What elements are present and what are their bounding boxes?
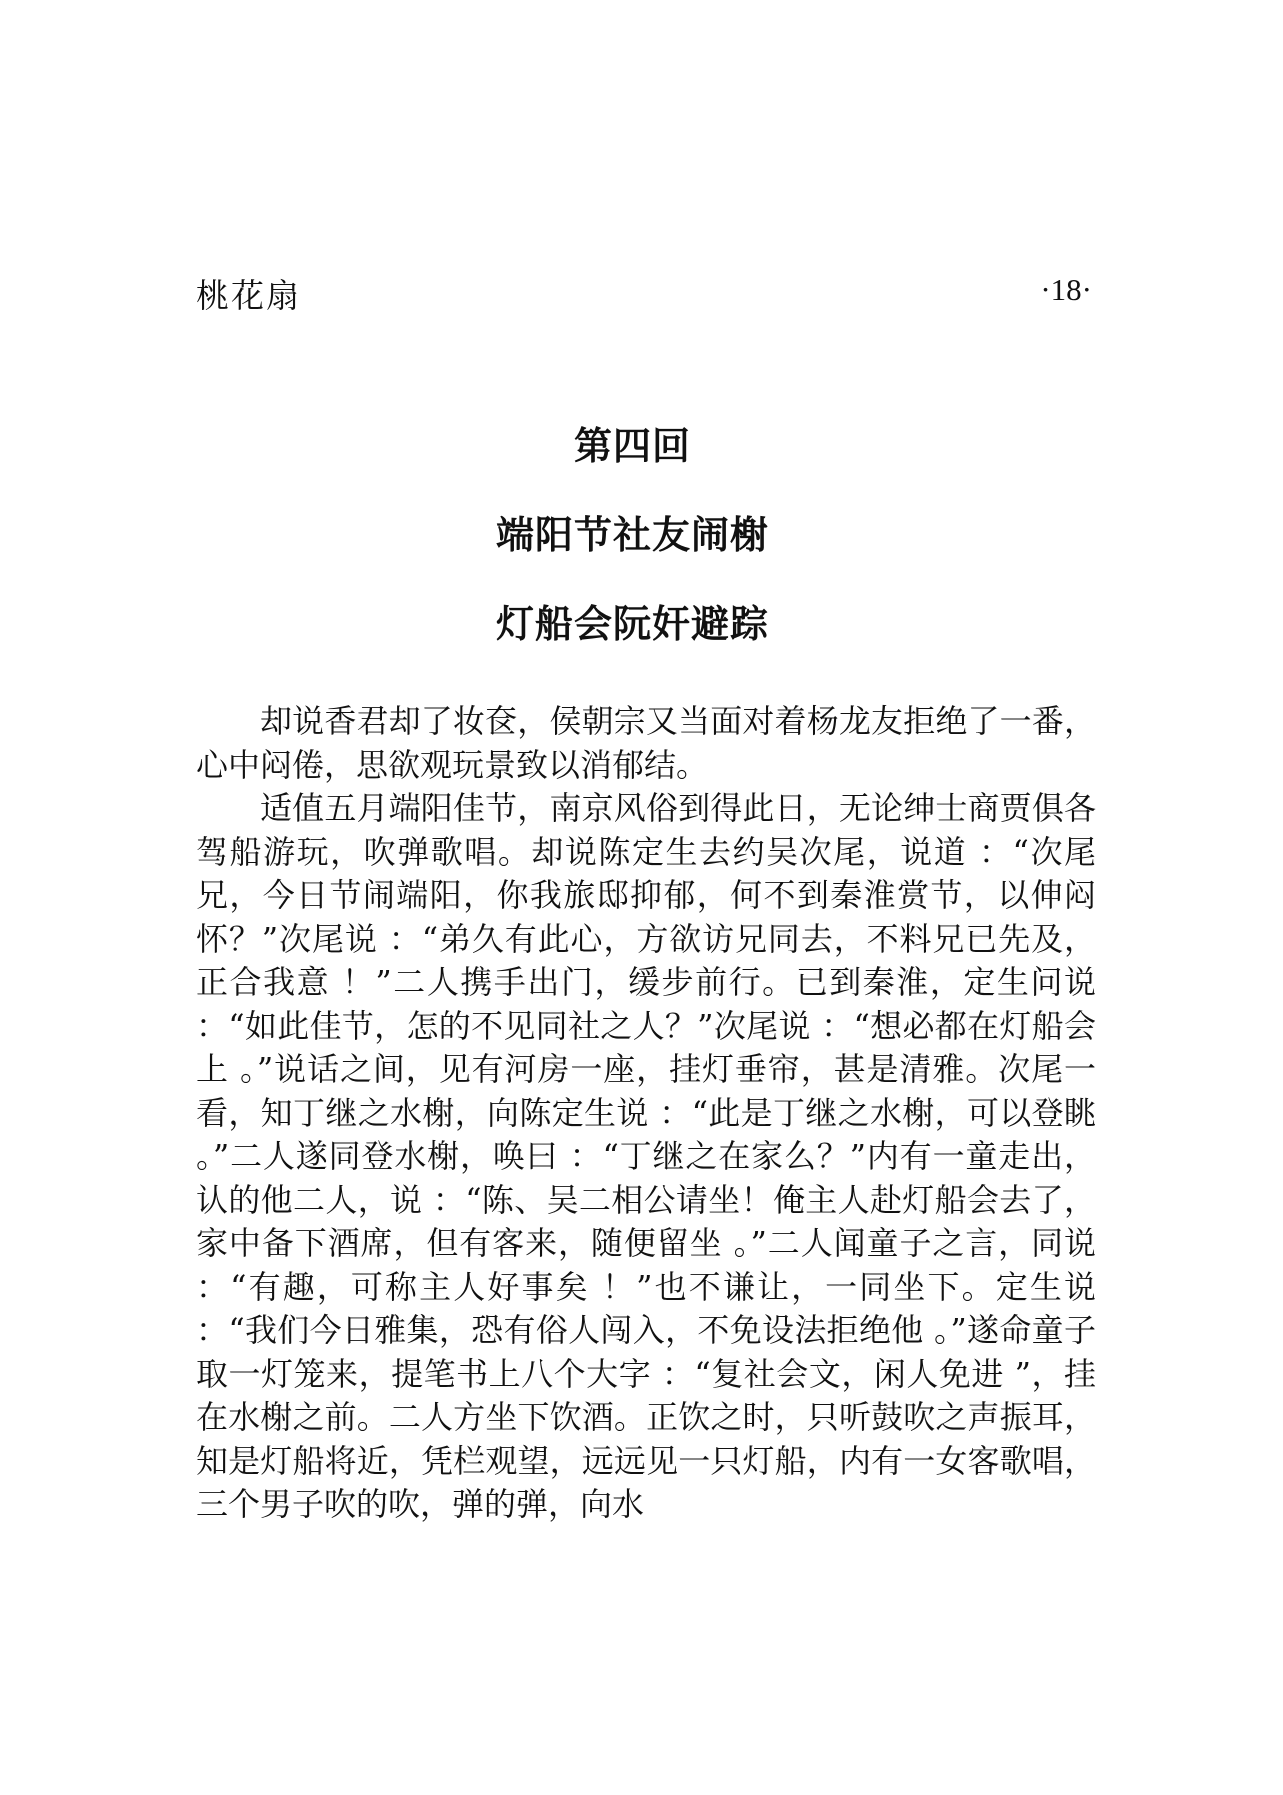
chapter-title-line-2: 灯船会阮奸避踪 xyxy=(495,602,769,646)
book-title: 桃花扇 xyxy=(196,276,301,315)
page-number: ·18· xyxy=(1040,272,1092,307)
chapter-title-line-1: 端阳节社友闹榭 xyxy=(495,513,769,557)
paragraph-1: 却说香君却了妆奁，侯朝宗又当面对着杨龙友拒绝了一番，心中闷倦，思欲观玩景致以消郁结。 xyxy=(196,702,1096,784)
paragraph-2: 适值五月端阳佳节，南京风俗到得此日，无论绅士商贾俱各驾船游玩，吹弹歌唱。却说陈定生去约吴次尾，说道 ：“次尾兄，今日节闹端阳，你我旅邸抑郁，何不到秦淮赏节，以伸闷怀？”次尾说 ：“弟久有此心，方欲访兄同去，不料兄已先及，正合我意 ！”二人携手出门，缓步前行。已到秦淮，定生问说 ：“如此佳节，怎的不见同社之人？”次尾说 ：“想必都在灯船会上 。”说话之间，见有河房一座，挂灯垂帘，甚是清雅。次尾一看，知丁继之水榭，向陈定生说 ：“此是丁继之水榭，可以登眺 。”二人遂同登水榭，唤曰 ：“丁继之在家么？”内有一童走出，认的他二人，说 ：“陈、吴二相公请坐！俺主人赴灯船会去了，家中备下酒席，但有客来，随便留坐 。”二人闻童子之言，同说 ：“有趣，可称主人好事矣 ！”也不谦让，一同坐下。定生说 ：“我们今日雅集，恐有俗人闯入，不免设法拒绝他 。”遂命童子取一灯笼来，提笔书上八个大字 ：“复社会文，闲人免进 ”，挂在水榭之前。二人方坐下饮酒。正饮之时，只听鼓吹之声振耳，知是灯船将近，凭栏观望，远远见一只灯船，内有一女客歌唱，三个男子吹的吹，弹的弹，向水 xyxy=(196,789,1096,1523)
running-header xyxy=(196,270,1092,318)
body-text xyxy=(196,700,1096,1527)
chapter-number: 第四回 xyxy=(573,424,691,468)
